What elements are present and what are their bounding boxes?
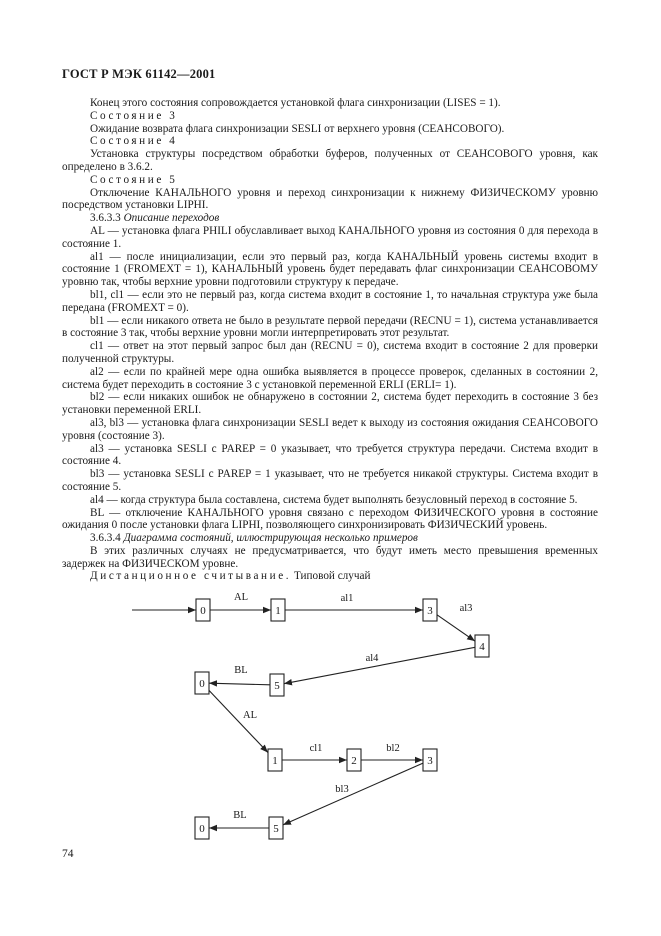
section-heading <box>62 212 598 225</box>
paragraph: al2 — если по крайней мере одна ошибка выявляется в процессе проверок, сделанных в состоянии 2, система будет переходить в состояние 3 с установкой переменной ERLI (ERLI= 1). <box>62 365 598 391</box>
transition-label: bl3 <box>335 784 349 795</box>
transition-label: al1 <box>340 593 354 604</box>
paragraph: bl2 — если никаких ошибок не обнаружено в состоянии 2, система будет переходить в состояние 3 без установки переменной ERLI. <box>62 391 598 417</box>
state-label: 4 <box>479 641 485 653</box>
state-label: 3 <box>427 605 433 617</box>
paragraph: al4 — когда структура была составлена, система будет выполнять безусловный переход в состояние 5. <box>90 493 578 506</box>
state-label: 1 <box>275 605 281 617</box>
transition-arrow <box>209 683 270 685</box>
paragraph: bl1 — если никакого ответа не было в результате первой передачи (RECNU = 1), система устанавливается в состояние 3 так, чтобы верхние уровни могли интерпретировать этот результат. <box>62 314 598 340</box>
example-subtitle: Типовой случай <box>291 570 371 583</box>
section-number: 3.6.3.3 <box>90 212 121 225</box>
paragraph: Ожидание возврата флага синхронизации SESLI от верхнего уровня (СЕАНСОВОГО). <box>90 122 505 135</box>
paragraph: bl3 — установка SESLI с PAREP = 1 указывает, что не требуется никакой структуры. Система входит в состояние 5. <box>62 468 598 493</box>
section-title: Описание переходов <box>123 212 220 225</box>
state-diagram <box>0 580 661 850</box>
state-label: 2 <box>351 755 357 767</box>
state-heading: Состояние 4 <box>90 135 178 148</box>
state-heading: Состояние 3 <box>90 109 178 122</box>
state-label: 0 <box>199 678 205 690</box>
state-label: 1 <box>272 755 278 767</box>
example-title: Дистанционное считывание. <box>90 570 292 583</box>
state-label: 5 <box>274 680 280 692</box>
state-label: 5 <box>273 823 279 835</box>
section-heading <box>62 532 598 545</box>
transition-arrow <box>284 647 475 683</box>
section-number: 3.6.3.4 <box>90 532 121 545</box>
paragraph: Установка структуры посредством обработки буферов, полученных от СЕАНСОВОГО уровня, как определено в 3.6.2. <box>62 148 598 173</box>
paragraph: al3, bl3 — установка флага синхронизации SESLI ведет к выходу из состояния ожидания СЕАНСОВОГО уровня (состояние 3). <box>62 416 598 442</box>
transition-arrow <box>283 763 423 825</box>
section-title: Диаграмма состояний, иллюстрирующая несколько примеров <box>123 532 418 545</box>
document-header: ГОСТ Р МЭК 61142—2001 <box>62 67 216 81</box>
transition-arrow <box>209 690 268 752</box>
state-label: 0 <box>199 823 205 835</box>
body-text <box>62 97 598 583</box>
paragraph: AL — установка флага PHILI обуславливает выход КАНАЛЬНОГО уровня из состояния 0 для перехода в состояние 1. <box>62 224 598 250</box>
transition-label: AL <box>243 710 257 721</box>
transition-label: AL <box>234 592 248 603</box>
transition-label: BL <box>233 810 247 821</box>
page-number: 74 <box>62 848 74 860</box>
transition-label: al4 <box>365 653 379 664</box>
transition-label: bl2 <box>386 743 400 754</box>
transition-label: cl1 <box>309 743 323 754</box>
paragraph: al1 — после инициализации, если это первый раз, когда КАНАЛЬНЫЙ уровень системы входит в состояние 1 (FROMEXT = 1), КАНАЛЬНЫЙ уровень будет передавать флаг синхронизации СЕАНСОВОМУ уровню так, чтобы верхние уровни подготовили структуру к передаче. <box>62 250 598 289</box>
paragraph: В этих различных случаях не предусматривается, что будут иметь место превышения временных задержек на ФИЗИЧЕСКОМ уровне. <box>62 544 598 570</box>
transition-arrow <box>437 615 475 641</box>
state-label: 0 <box>200 605 206 617</box>
paragraph: cl1 — ответ на этот первый запрос был дан (RECNU = 0), система входит в состояние 2 для проверки полученной структуры. <box>62 340 598 365</box>
paragraph: al3 — установка SESLI с PAREP = 0 указывает, что требуется структура передачи. Система входит в состояние 4. <box>62 442 598 468</box>
state-heading: Состояние 5 <box>90 173 178 186</box>
paragraph: bl1, cl1 — если это не первый раз, когда система входит в состояние 1, то начальная структура уже была передана (FROMEXT = 0). <box>62 288 598 314</box>
paragraph: Конец этого состояния сопровождается установкой флага синхронизации (LISES = 1). <box>90 97 501 109</box>
transition-label: al3 <box>459 603 473 614</box>
paragraph: Отключение КАНАЛЬНОГО уровня и переход синхронизации к нижнему ФИЗИЧЕСКОМУ уровню посредством установки LIPHI. <box>62 186 598 212</box>
transition-label: BL <box>234 665 248 676</box>
state-label: 3 <box>427 755 433 767</box>
paragraph: BL — отключение КАНАЛЬНОГО уровня связано с переходом ФИЗИЧЕСКОГО уровня в состояние ожидания 0 после установки флага LIPHI, позволяющего синхронизировать ФИЗИЧЕСКИЙ уровень. <box>62 506 598 532</box>
